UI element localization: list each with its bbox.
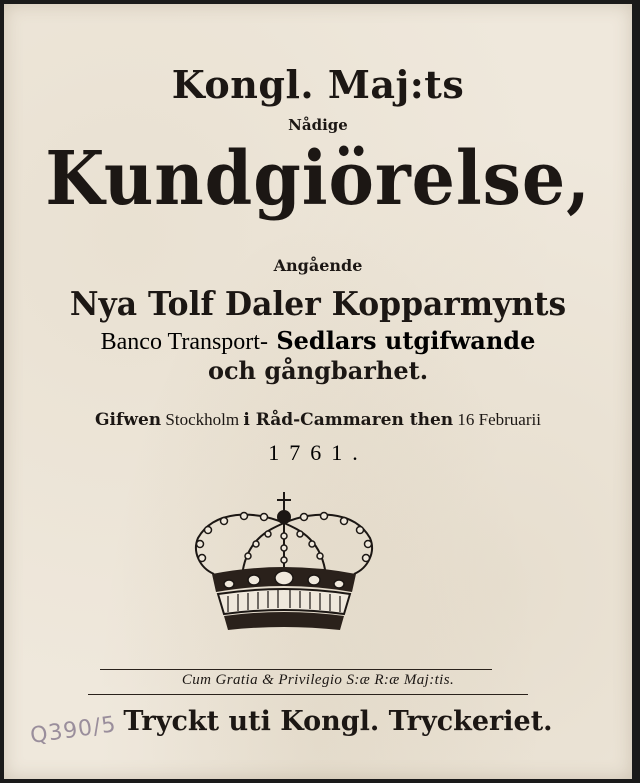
- printer-imprint: Tryckt uti Kongl. Tryckeriet.: [123, 706, 553, 737]
- year: 1761.: [268, 440, 368, 465]
- heading-kongl-majts: Kongl. Maj:ts: [171, 62, 465, 107]
- divider-top: [100, 669, 492, 670]
- date-line: [4, 410, 632, 430]
- subject-line-2-roman: Banco Transport-: [100, 329, 268, 355]
- subject-line-2: [4, 326, 632, 356]
- heading-nadige: Nådige: [288, 116, 348, 134]
- title-page: [4, 4, 632, 779]
- pencil-shelfmark: Q390/5: [28, 712, 119, 749]
- subject-line: Nya Tolf Daler Kopparmynts: [69, 284, 567, 323]
- privilege-line: Cum Gratia & Privilegio S:æ R:æ Maj:tis.: [181, 672, 455, 688]
- date-stockholm: Stockholm: [161, 410, 244, 429]
- subject-line-3: och gångbarhet.: [207, 356, 429, 385]
- divider-bottom: [88, 694, 528, 695]
- heading-angaende: Angående: [273, 256, 363, 275]
- date-gifwen: Gifwen: [95, 410, 162, 430]
- main-title: Kundgiörelse,: [45, 136, 591, 222]
- royal-crown-icon: [184, 490, 384, 638]
- date-rad-cammaren: i Råd-Cammaren then: [243, 410, 454, 430]
- subject-line-2-blackletter: Sedlars utgifwande: [267, 326, 536, 355]
- date-day-month: 16 Februarii: [453, 410, 541, 429]
